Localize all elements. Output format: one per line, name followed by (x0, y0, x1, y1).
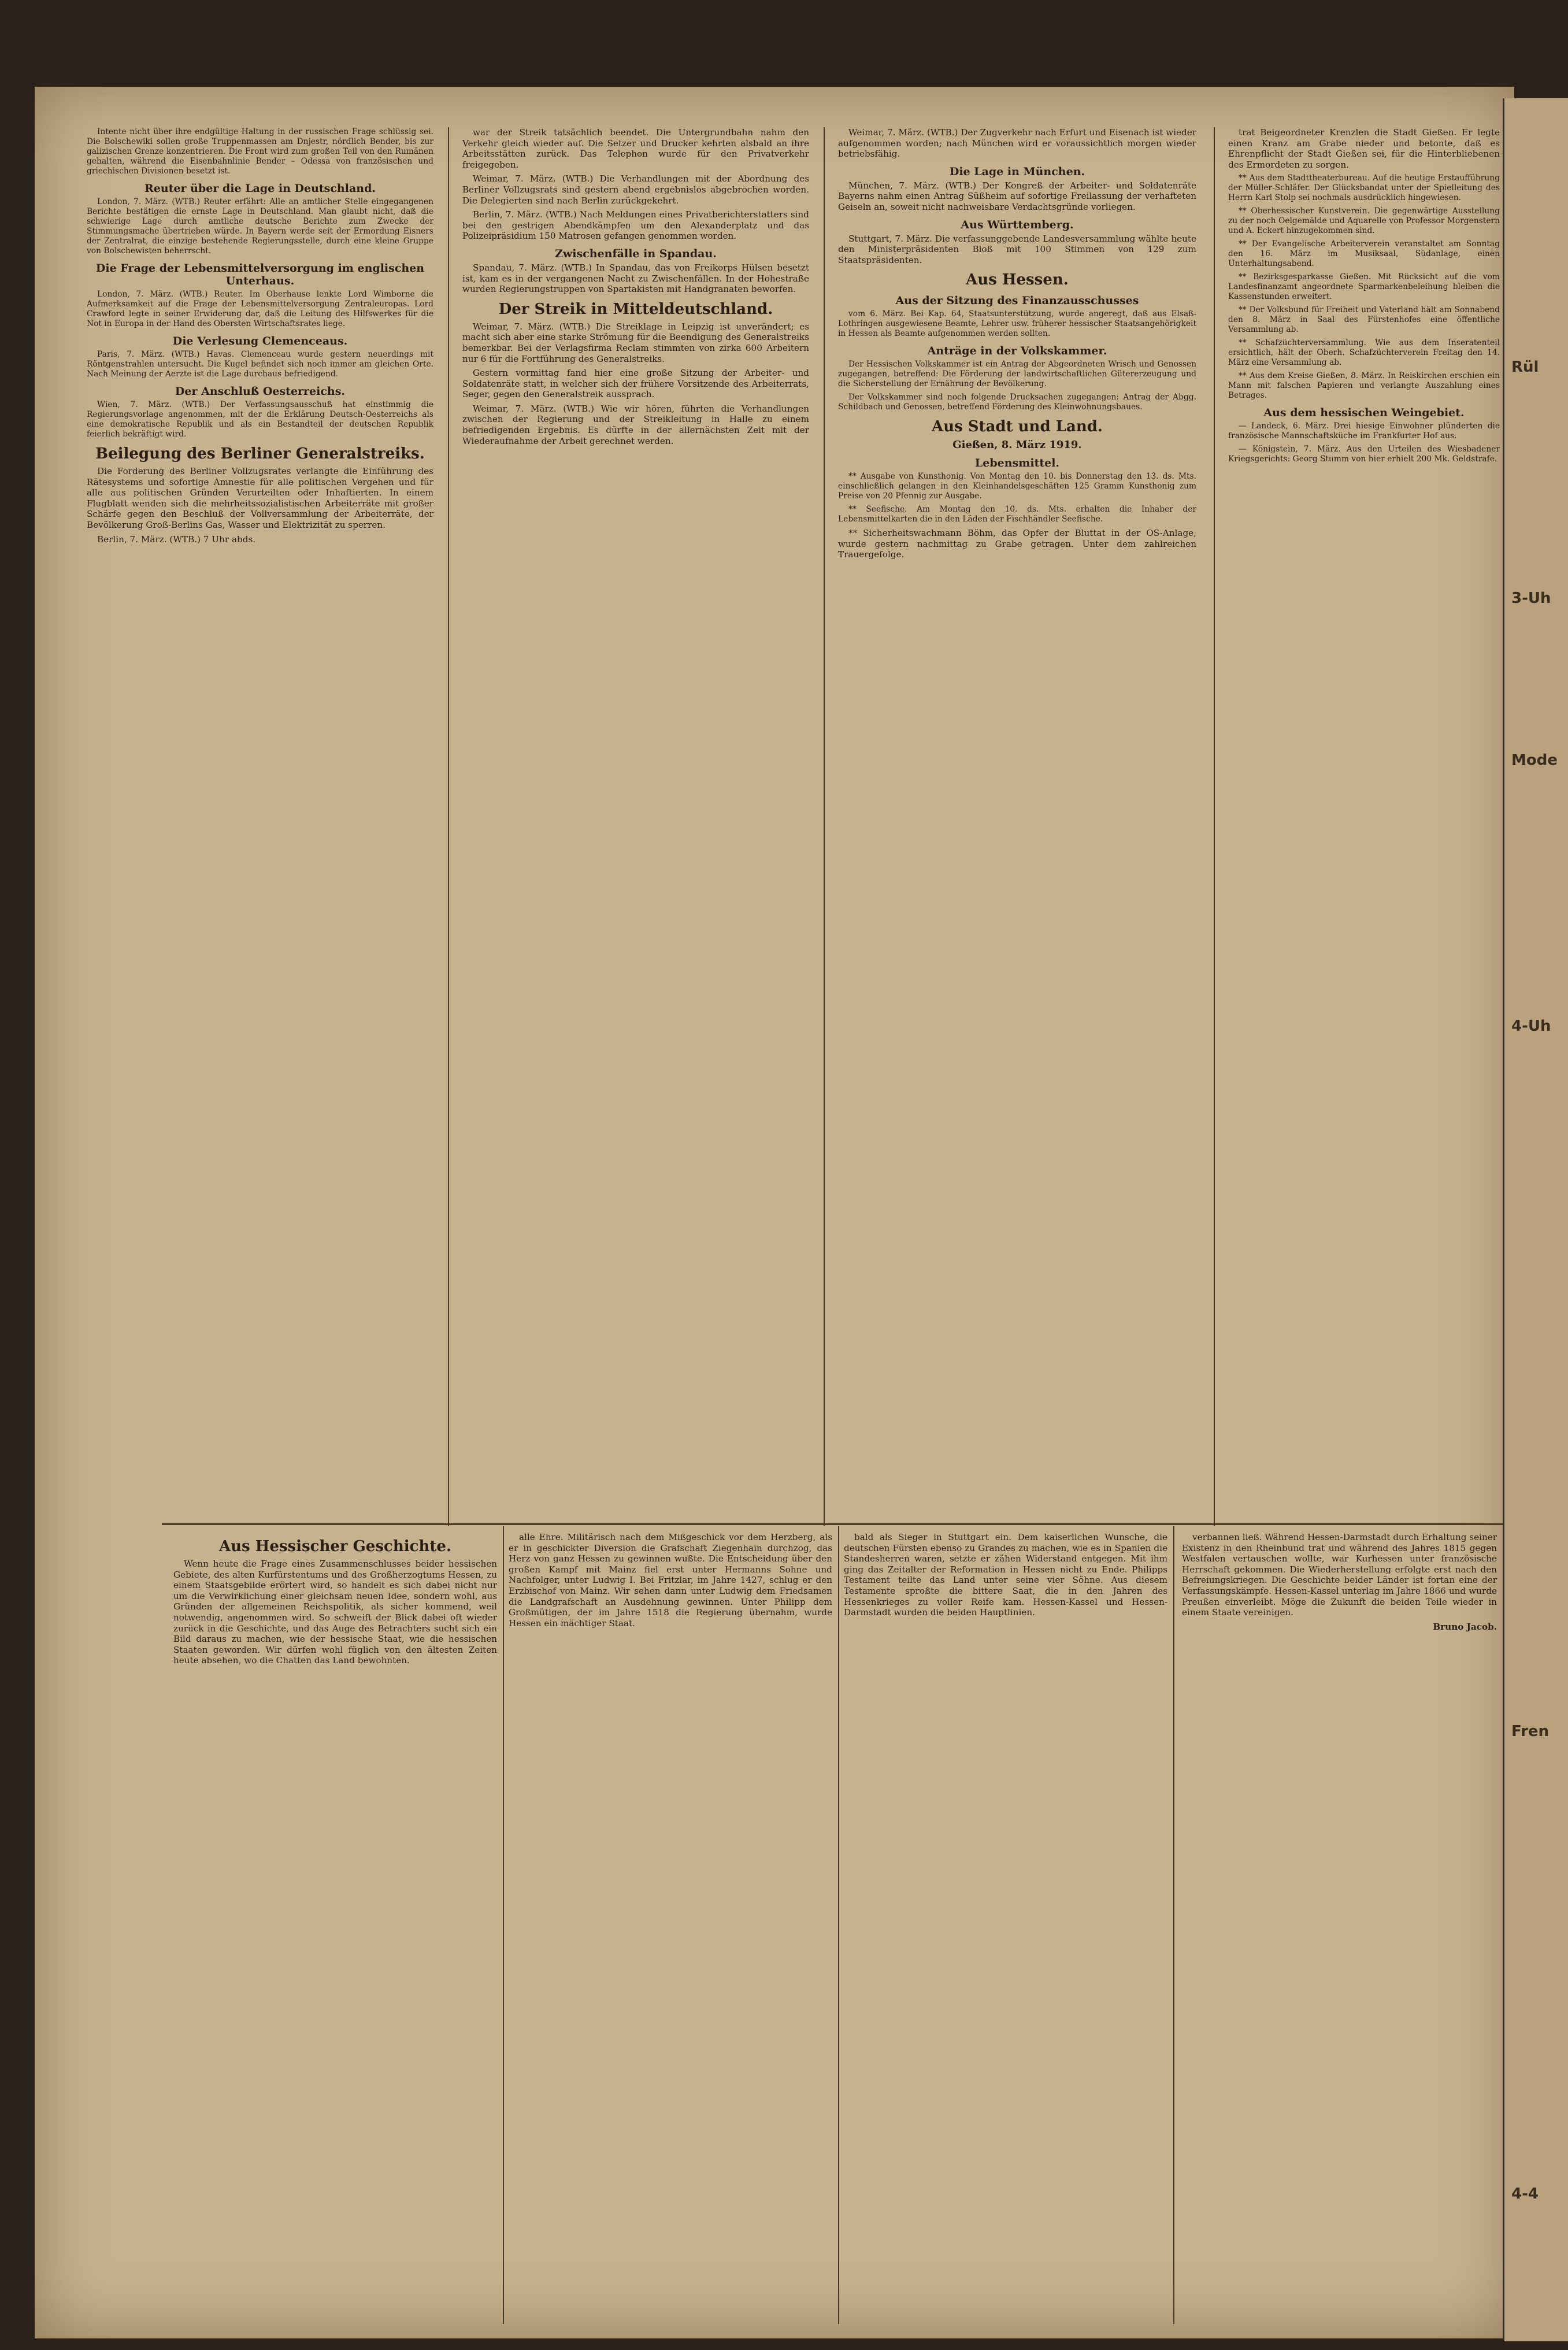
article-text: Wenn heute die Frage eines Zusammenschlusses beider hessischen Gebiete, des alten Kurfürstentums und des Großherzogtums Hessen, zu einem Staatsgebilde erörtert wird, so handelt es sich dabei nicht nur um die Verwirklichung einer gleichsam neuen Idee, sondern wohl, aus Gründen der allgemeinen Reichspolitik, als sicher kommend, weil notwendig, angenommen wird. So schweift der Blick dabei oft wieder zurück in die Geschichte, und das Auge des Betrachters sucht sich ein Bild daraus zu machen, wie der hessische Staat, wie die hessischen Staaten geworden. Wir dürfen wohl füglich von den ältesten Zeiten heute absehen, wo die Chatten das Land bewohnten. (173, 1559, 497, 1666)
edge-label: Rül (1511, 358, 1539, 376)
article-text: alle Ehre. Militärisch nach dem Mißgeschick vor dem Herzberg, als er in geschickter Diversion die Grafschaft Ziegenhain durchzog, das Herz von ganz Hessen zu gewinnen wußte. Die Entscheidung über den großen Kampf mit Mainz fiel erst unter Hermanns Sohne und Nachfolger, unter Ludwig I. Bei Fritzlar, im Jahre 1427, schlug er den Erzbischof von Mainz. Wir sehen dann unter Ludwig dem Friedsamen die Landgrafschaft an Ausdehnung gewinnen. Unter Philipp dem Großmütigen, der im Jahre 1518 die Regierung übernahm, wurde Hessen ein mächtiger Staat. (509, 1532, 832, 1629)
author-signature: Bruno Jacob. (1433, 1621, 1497, 1632)
article-subheading: Aus der Sitzung des Finanzausschusses (895, 294, 1139, 308)
feuilleton-column-1 (173, 1532, 497, 2324)
article-text: Der Volkskammer sind noch folgende Drucksachen zugegangen: Antrag der Abgg. Schildbach und Genossen, betreffend Förderung des Kleinwohnungsbaues. (838, 393, 1196, 412)
edge-label: Mode (1511, 752, 1558, 769)
article-text: ** Oberhessischer Kunstverein. Die gegenwärtige Ausstellung zu der noch Oelgemälde und Aquarelle von Professor Morgenstern und A. Eckert hinzugekommen sind. (1228, 206, 1500, 236)
article-text: Stuttgart, 7. März. Die verfassunggebende Landesversammlung wählte heute den Ministerpräsidenten Bloß mit 100 Stimmen von 129 zum Staatspräsidenten. (838, 233, 1196, 265)
column-rule (1173, 1526, 1174, 2324)
article-text: Weimar, 7. März. (WTB.) Die Streiklage in Leipzig ist unverändert; es macht sich aber eine starke Strömung für die Beendigung des Generalstreiks bemerkbar. Bei der Verlagsfirma Reclam stimmten von zirka 600 Arbeitern nur 6 für die Fortführung des Generalstreiks. (462, 321, 809, 364)
column-4 (1228, 127, 1500, 1515)
article-heading: Anträge in der Volkskammer. (927, 345, 1107, 358)
article-text: München, 7. März. (WTB.) Der Kongreß der Arbeiter- und Soldatenräte Bayerns nahm einen Antrag Süßheim auf sofortige Freilassung der verhafteten Geiseln an, soweit nicht nachweisbare Verdachtsgründe vorliegen. (838, 180, 1196, 212)
article-text: ** Seefische. Am Montag den 10. ds. Mts. erhalten die Inhaber der Lebensmittelkarten die in den Läden der Fischhändler Seefische. (838, 504, 1196, 524)
article-headline: Aus Hessen. (966, 271, 1069, 289)
article-text: bald als Sieger in Stuttgart ein. Dem kaiserlichen Wunsche, die deutschen Fürsten ebenso zu Grandes zu machen, wie es in Spanien die Standesherren waren, setzte er zähen Widerstand entgegen. Mit ihm ging das Zeitalter der Reformation in Hessen nicht zu Ende. Philipps Testament teilte das Land unter seine vier Söhne. Aus diesem Testamente sproßte die bittere Saat, die in den Jahren des Hessenkrieges zu voller Reife kam. Hessen-Kassel und Hessen-Darmstadt wurden die beiden Hauptlinien. (844, 1532, 1167, 1618)
article-headline: Der Streik in Mitteldeutschland. (498, 300, 773, 318)
article-heading: Die Verlesung Clemenceaus. (172, 335, 348, 347)
article-text: Wien, 7. März. (WTB.) Der Verfassungsausschuß hat einstimmig die Regierungsvorlage angenommen, mit der die Erklärung Deutsch-Oesterreichs als eine demokratische Republik und als ein Bestandteil der deutschen Republik feierlich bekräftigt wird. (87, 400, 433, 439)
article-text: Weimar, 7. März. (WTB.) Die Verhandlungen mit der Abordnung des Berliner Vollzugsrats sind gestern abend ergebnislos abgebrochen worden. Die Delegierten sind nach Berlin zurückgekehrt. (462, 173, 809, 206)
article-text: ** Ausgabe von Kunsthonig. Von Montag den 10. bis Donnerstag den 13. ds. Mts. einschließlich gelangen in den Kleinhandelsgeschäften 125 Gramm Kunsthonig zum Preise von 20 Pfennig zur Ausgabe. (838, 471, 1196, 501)
article-heading: Aus dem hessischen Weingebiet. (1263, 406, 1465, 420)
column-2 (462, 127, 809, 1515)
column-rule (448, 127, 449, 1526)
column-1 (87, 127, 433, 1515)
column-rule (1214, 127, 1215, 1526)
feuilleton-column-3 (844, 1532, 1167, 2324)
article-text: Paris, 7. März. (WTB.) Havas. Clemenceau wurde gestern neuerdings mit Röntgenstrahlen untersucht. Die Kugel befindet sich noch immer am gleichen Orte. Nach Meinung der Aerzte ist die Lage durchaus befriedigend. (87, 350, 433, 379)
article-text: verbannen ließ. Während Hessen-Darmstadt durch Erhaltung seiner Existenz in den Rheinbund trat und während des Jahres 1815 gegen Westfalen vertauschen wollte, war Kurhessen unter französische Herrschaft gekommen. Die Wiederherstellung erfolgte erst nach den Befreiungskriegen. Die Geschichte beider Länder ist fortan eine der Verfassungskämpfe. Hessen-Kassel unterlag im Jahre 1866 und wurde Preußen einverleibt. Möge die Zukunft die beiden Teile wieder in einem Staate vereinigen. (1182, 1532, 1497, 1618)
dateline: Gießen, 8. März 1919. (952, 439, 1082, 452)
feuilleton-column-4 (1182, 1532, 1497, 2324)
column-3 (838, 127, 1196, 1515)
article-text: ** Bezirksgesparkasse Gießen. Mit Rücksicht auf die vom Landesfinanzamt angeordnete Sparmarkenbeleihung bleiben die Kassenstunden erweitert. (1228, 272, 1500, 302)
article-text: ** Der Volksbund für Freiheit und Vaterland hält am Sonnabend den 8. März in Saal des Fürstenhofes eine öffentliche Versammlung ab. (1228, 305, 1500, 335)
article-text: ** Der Evangelische Arbeiterverein veranstaltet am Sonntag den 16. März im Musiksaal, Südanlage, einen Unterhaltungsabend. (1228, 239, 1500, 269)
article-text: London, 7. März. (WTB.) Reuter erfährt: Alle an amtlicher Stelle eingegangenen Berichte bestätigen die ernste Lage in Deutschland. Man glaubt nicht, daß die schwierige Lage durch amtliche deutsche Berichte zum Zwecke der Stimmungsmache übertrieben würde. In Bayern werde seit der Ermordung Eisners der Zentralrat, die einzige bestehende Regierungsstelle, durch eine kleine Gruppe von Bolschewisten beherrscht. (87, 197, 433, 256)
article-text: ** Sicherheitswachmann Böhm, das Opfer der Bluttat in der OS-Anlage, wurde gestern nachmittag zu Grabe getragen. Unter dem zahlreichen Trauergefolge. (838, 527, 1196, 560)
edge-label: 3-Uh (1511, 590, 1551, 607)
article-heading: Der Anschluß Oesterreichs. (175, 385, 346, 398)
column-rule (824, 127, 825, 1526)
article-text: ** Schafzüchterversammlung. Wie aus dem Inseratenteil ersichtlich, hält der Oberh. Schafzüchterverein Freitag den 14. März eine Versammlung ab. (1228, 338, 1500, 368)
article-text: Der Hessischen Volkskammer ist ein Antrag der Abgeordneten Wrisch und Genossen zugegangen, betreffend: Die Förderung der landwirtschaftlichen Gütererzeugung und die Sicherstellung der Ernährung der Bevölkerung. (838, 360, 1196, 389)
article-text: Berlin, 7. März. (WTB.) Nach Meldungen eines Privatberichterstatters sind bei den gestrigen Abendkämpfen um den Alexanderplatz und das Polizeipräsidium 150 Matrosen gefangen genommen worden. (462, 209, 809, 242)
article-text: ** Aus dem Kreise Gießen, 8. März. In Reiskirchen erschien ein Mann mit falschen Papieren und verlangte Auszahlung eines Betrages. (1228, 371, 1500, 401)
article-text: Gestern vormittag fand hier eine große Sitzung der Arbeiter- und Soldatenräte statt, in welcher sich der frühere Vorsitzende des Arbeiterrats, Seger, gegen den Generalstreik aussprach. (462, 368, 809, 400)
feuilleton-column-2 (509, 1532, 832, 2324)
article-heading: Lebensmittel. (974, 456, 1060, 469)
column-rule (838, 1526, 839, 2324)
article-heading: Die Frage der Lebensmittelversorgung im englischen Unterhaus. (95, 262, 425, 287)
article-heading: Zwischenfälle in Spandau. (555, 247, 717, 260)
article-text: war der Streik tatsächlich beendet. Die Untergrundbahn nahm den Verkehr gleich wieder auf. Die Setzer und Drucker kehrten alsbald an ihre Arbeitsstätten zurück. Das Telephon wurde für den Privatverkehr freigegeben. (462, 127, 809, 170)
article-text: Die Forderung des Berliner Vollzugsrates verlangte die Einführung des Rätesystems und sofortige Amnestie für alle politischen Vergehen und für alle aus politischen Gründen Verurteilten oder Inhaftierten. In einem Flugblatt wenden sich die mehrheitssozialistischen Arbeiterräte mit großer Schärfe gegen den Beschluß der Vollversammlung der Arbeiterräte, der Bevölkerung Groß-Berlins Gas, Wasser und Elektrizität zu sperren. (87, 466, 433, 530)
article-heading: Reuter über die Lage in Deutschland. (144, 182, 376, 195)
section-headline: Aus Stadt und Land. (932, 418, 1103, 436)
article-text: Spandau, 7. März. (WTB.) In Spandau, das von Freikorps Hülsen besetzt ist, kam es in der vergangenen Nacht zu Zwischenfällen. In der Hohestraße wurden Regierungstruppen von Spartakisten mit Handgranaten beworfen. (462, 262, 809, 295)
article-text: vom 6. März. Bei Kap. 64, Staatsunterstützung, wurde angeregt, daß aus Elsaß-Lothringen ausgewiesene Beamte, Lehrer usw. früherer hessischer Staatsangehörigkeit in Hessen als Beamte aufgenommen werden sollten. (838, 309, 1196, 339)
article-headline: Beilegung des Berliner Generalstreiks. (95, 445, 425, 462)
edge-label: 4-Uh (1511, 1017, 1551, 1035)
edge-label: Fren (1511, 1723, 1550, 1740)
article-text: ** Aus dem Stadttheaterbureau. Auf die heutige Erstaufführung der Müller-Schläfer. Der Glücksbandat unter der Spielleitung des Herrn Karl Stolp sei nochmals ausdrücklich hingewiesen. (1228, 173, 1500, 203)
article-text: Berlin, 7. März. (WTB.) 7 Uhr abds. (97, 534, 256, 545)
article-text: trat Beigeordneter Krenzlen die Stadt Gießen. Er legte einen Kranz am Grabe nieder und betonte, daß es Ehrenpflicht der Stadt Gießen sei, für die Hinterbliebenen des Ermordeten zu sorgen. (1228, 127, 1500, 170)
edge-label: 4-4 (1511, 2185, 1539, 2203)
section-rule (162, 1523, 1503, 1525)
article-text: Intente nicht über ihre endgültige Haltung in der russischen Frage schlüssig sei. Die Bolschewiki sollen große Truppenmassen am Dnjestr, nördlich Bender, bis zur galizischen Grenze konzentrieren. Die Front wird zum großen Teil von den Rumänen gehalten, während die Eisenbahnlinie Bender – Odessa von französischen und griechischen Divisionen besetzt ist. (87, 127, 433, 176)
article-text: — Königstein, 7. März. Aus den Urteilen des Wiesbadener Kriegsgerichts: Georg Stumm von hier erhielt 200 Mk. Geldstrafe. (1228, 445, 1500, 464)
feuilleton-headline: Aus Hessischer Geschichte. (218, 1538, 452, 1555)
article-text: Weimar, 7. März. (WTB.) Der Zugverkehr nach Erfurt und Eisenach ist wieder aufgenommen worden; nach München wird er voraussichtlich morgen wieder betriebsfähig. (838, 127, 1196, 160)
article-text: — Landeck, 6. März. Drei hiesige Einwohner plünderten die französische Mannschaftsküche im Frankfurter Hof aus. (1228, 421, 1500, 441)
adjacent-page-edge (1503, 98, 1568, 2341)
column-rule (503, 1526, 504, 2324)
article-text: Weimar, 7. März. (WTB.) Wie wir hören, führten die Verhandlungen zwischen der Regierung und der Streikleitung in Halle zu einem befriedigenden Ergebnis. Es dürfte in der allernächsten Zeit mit der Wiederaufnahme der Arbeit gerechnet werden. (462, 403, 809, 446)
article-heading: Die Lage in München. (949, 165, 1085, 178)
article-heading: Aus Württemberg. (961, 218, 1074, 231)
article-text: London, 7. März. (WTB.) Reuter. Im Oberhause lenkte Lord Wimborne die Aufmerksamkeit auf die Frage der Lebensmittelversorgung Zentraleuropas. Lord Crawford legte in seiner Erwiderung dar, daß die Leitung des Hilfswerkes für die Not in Europa in der Hand des Obersten Wirtschaftsrates liege. (87, 290, 433, 328)
